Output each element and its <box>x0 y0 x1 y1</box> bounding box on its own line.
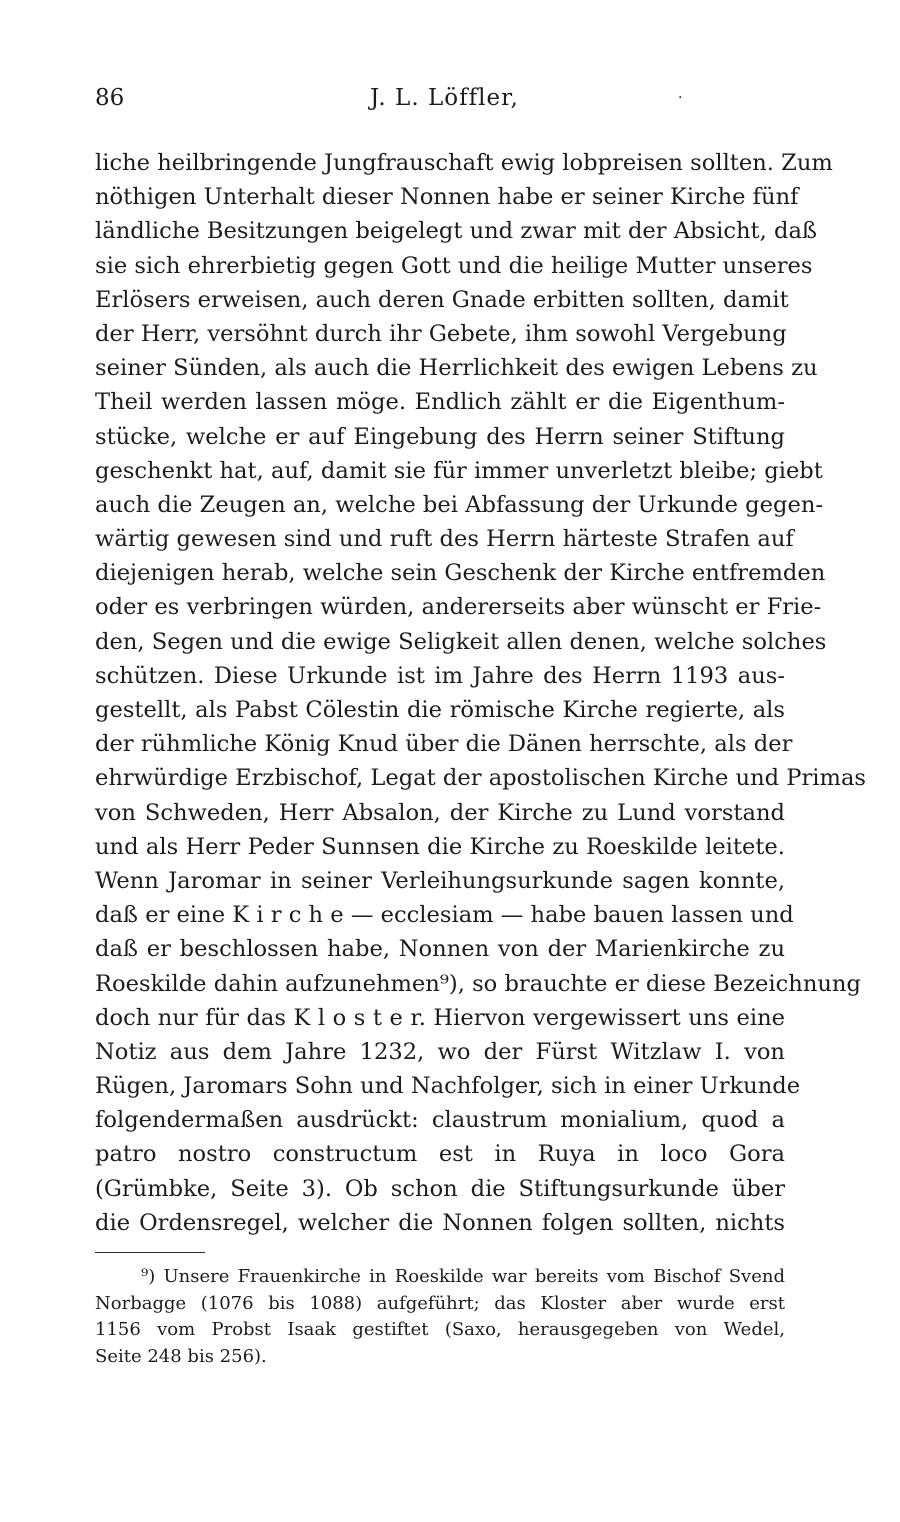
text-line: diejenigen herab, welche sein Geschenk der Kirche entfremden <box>95 560 826 587</box>
text-line: der rühmliche König Knud über die Dänen herrschte, als der <box>95 731 793 758</box>
footnote-line: Norbagge (1076 bis 1088) aufgeführt; das Kloster aber wurde erst <box>95 1292 785 1314</box>
text-line: ehrwürdige Erzbischof, Legat der apostolischen Kirche und Primas <box>95 765 867 792</box>
footnote-line: ⁹) Unsere Frauenkirche in Roeskilde war bereits vom Bischof Svend <box>141 1266 785 1287</box>
text-line: patro nostro constructum est in Ruya in loco Gora <box>95 1141 785 1168</box>
text-line: gestellt, als Pabst Cölestin die römische Kirche regierte, als <box>95 697 785 723</box>
text-line: seiner Sünden, als auch die Herrlichkeit des ewigen Lebens zu <box>95 355 818 382</box>
footnote <box>95 1264 785 1370</box>
main-text <box>95 146 867 1240</box>
text-line: (Grümbke, Seite 3). Ob schon die Stiftungsurkunde über <box>95 1175 785 1202</box>
page-header <box>95 82 785 114</box>
page-number: 86 <box>95 85 125 111</box>
text-line: nöthigen Unterhalt dieser Nonnen habe er seiner Kirche fünf <box>95 184 799 211</box>
text-line: sie sich ehrerbietig gegen Gott und die heilige Mutter unseres <box>95 252 813 279</box>
text-line: stücke, welche er auf Eingebung des Herrn seiner Stiftung <box>95 423 785 450</box>
footnote-line: 1156 vom Probst Isaak gestiftet (Saxo, herausgegeben von Wedel, <box>95 1319 785 1340</box>
text-line: daß er eine K i r c h e — ecclesiam — habe bauen lassen und <box>95 902 794 929</box>
text-line: Erlösers erweisen, auch deren Gnade erbitten sollten, damit <box>95 286 789 313</box>
text-line: Roeskilde dahin aufzunehmen⁹), so brauchte er diese Bezeichnung <box>95 970 861 997</box>
text-line: Notiz aus dem Jahre 1232, wo der Fürst Witzlaw I. von <box>95 1038 785 1065</box>
text-line: oder es verbringen würden, andererseits aber wünscht er Frie- <box>95 594 822 621</box>
text-line: geschenkt hat, auf, damit sie für immer unverletzt bleibe; giebt <box>95 457 823 484</box>
text-line: wärtig gewesen sind und ruft des Herrn härteste Strafen auf <box>95 526 794 553</box>
text-line: Rügen, Jaromars Sohn und Nachfolger, sich in einer Urkunde <box>95 1073 801 1100</box>
header-mark: · <box>678 90 683 106</box>
footnote-line: Seite 248 bis 256). <box>95 1345 267 1367</box>
text-line: auch die Zeugen an, welche bei Abfassung der Urkunde gegen- <box>95 491 824 518</box>
text-line: folgendermaßen ausdrückt: claustrum monialium, quod a <box>95 1107 785 1134</box>
footnote-divider <box>95 1252 205 1253</box>
text-line: daß er beschlossen habe, Nonnen von der Marienkirche zu <box>95 936 785 963</box>
text-line: schützen. Diese Urkunde ist im Jahre des Herrn 1193 aus- <box>95 662 785 689</box>
running-title: J. L. Löffler, <box>370 85 519 111</box>
text-line: Theil werden lassen möge. Endlich zählt er die Eigenthum- <box>95 389 785 416</box>
text-line: von Schweden, Herr Absalon, der Kirche zu Lund vorstand <box>95 799 785 826</box>
text-line: die Ordensregel, welcher die Nonnen folgen sollten, nichts <box>95 1209 785 1236</box>
text-line: doch nur für das K l o s t e r. Hiervon vergewissert uns eine <box>95 1004 785 1031</box>
text-line: und als Herr Peder Sunnsen die Kirche zu Roeskilde leitete. <box>95 833 785 860</box>
text-line: der Herr, versöhnt durch ihr Gebete, ihm sowohl Vergebung <box>95 320 787 347</box>
text-line: den, Segen und die ewige Seligkeit allen denen, welche solches <box>95 628 827 655</box>
text-line: ländliche Besitzungen beigelegt und zwar mit der Absicht, daß <box>95 218 818 245</box>
text-line: liche heilbringende Jungfrauschaft ewig lobpreisen sollten. Zum <box>95 150 833 176</box>
text-line: Wenn Jaromar in seiner Verleihungsurkunde sagen konnte, <box>95 867 785 894</box>
